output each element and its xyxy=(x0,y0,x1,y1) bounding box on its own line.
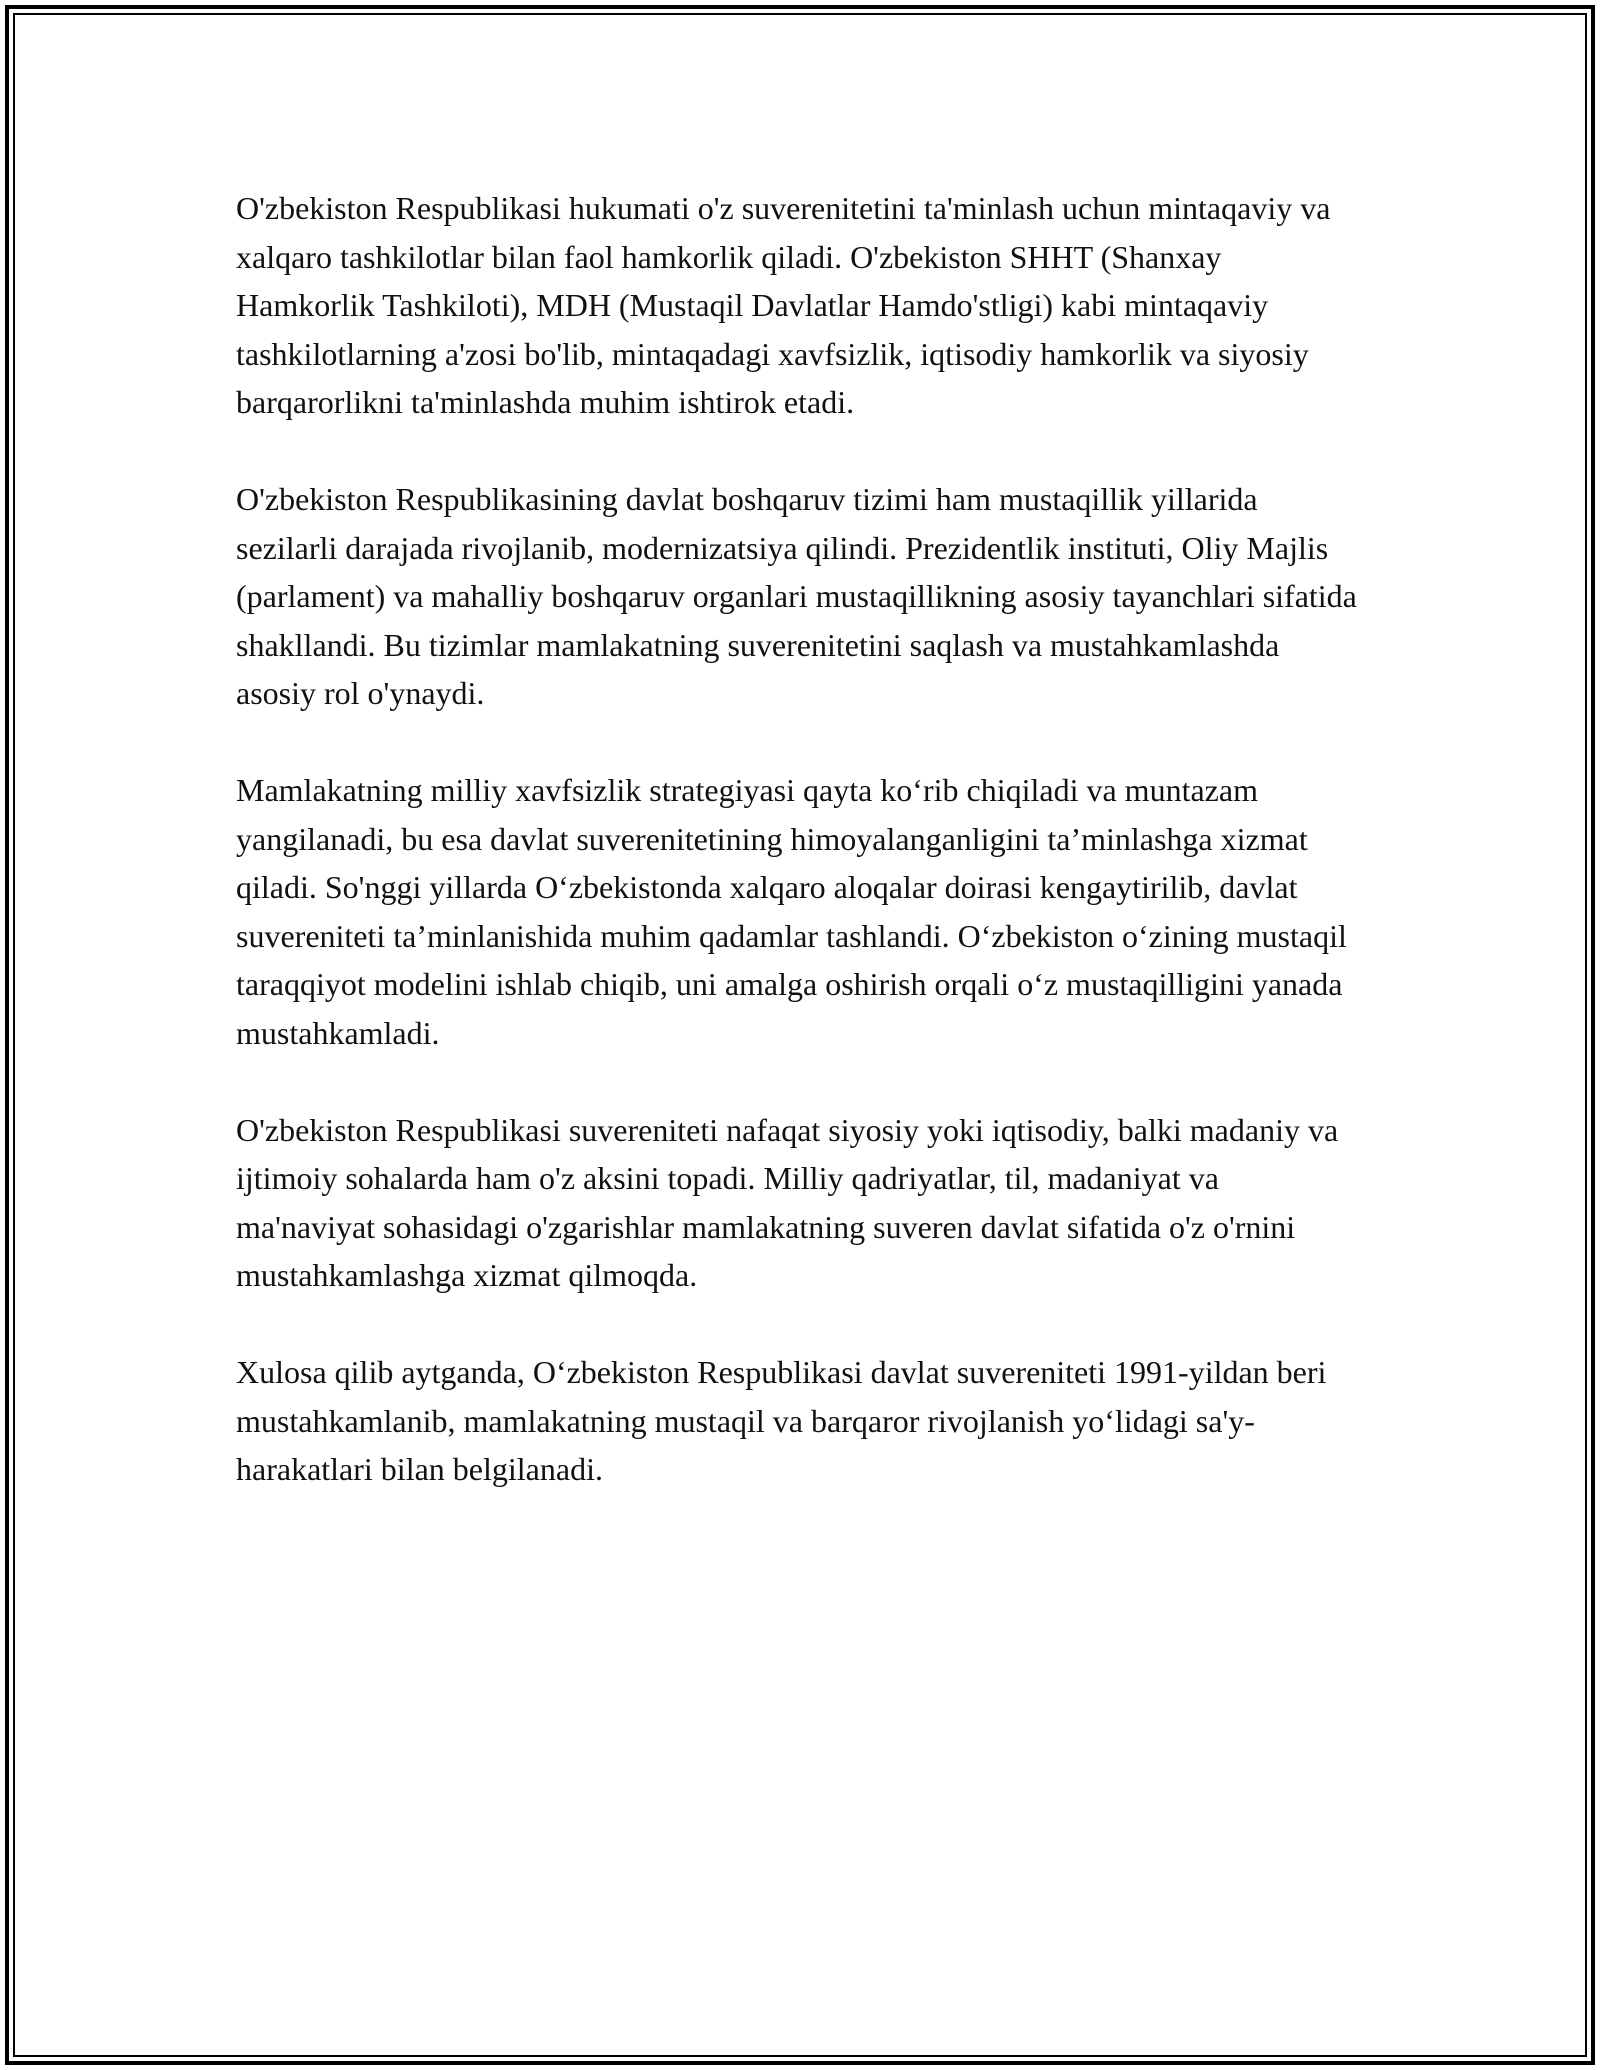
paragraph-5: Xulosa qilib aytganda, Oʻzbekiston Respublikasi davlat suvereniteti 1991-yildan beri mustahkamlanib, mamlakatning mustaqil va barqaror rivojlanish yoʻlidagi sa'y-harakatlari bilan belgilanadi. xyxy=(236,1354,1327,1487)
paragraph-1: O'zbekiston Respublikasi hukumati o'z suverenitetini ta'minlash uchun mintaqaviy va xalqaro tashkilotlar bilan faol hamkorlik qiladi. O'zbekiston SHHT (Shanxay Hamkorlik Tashkiloti), MDH (Mustaqil Davlatlar Hamdo'stligi) kabi mintaqaviy tashkilotlarning a'zosi bo'lib, mintaqadagi xavfsizlik, iqtisodiy hamkorlik va siyosiy barqarorlikni ta'minlashda muhim ishtirok etadi. xyxy=(236,190,1331,420)
paragraph-2: O'zbekiston Respublikasining davlat boshqaruv tizimi ham mustaqillik yillarida sezilarli darajada rivojlanib, modernizatsiya qilindi. Prezidentlik instituti, Oliy Majlis (parlament) va mahalliy boshqaruv organlari mustaqillikning asosiy tayanchlari sifatida shakllandi. Bu tizimlar mamlakatning suverenitetini saqlash va mustahkamlashda asosiy rol o'ynaydi. xyxy=(236,481,1357,711)
paragraph-3: Mamlakatning milliy xavfsizlik strategiyasi qayta koʻrib chiqiladi va muntazam yangilanadi, bu esa davlat suverenitetining himoyalanganligini ta’minlashga xizmat qiladi. So'nggi yillarda Oʻzbekistonda xalqaro aloqalar doirasi kengaytirilib, davlat suvereniteti ta’minlanishida muhim qadamlar tashlandi. Oʻzbekiston oʻzining mustaqil taraqqiyot modelini ishlab chiqib, uni amalga oshirish orqali oʻz mustaqilligini yanada mustahkamladi. xyxy=(236,772,1347,1051)
paragraph-4: O'zbekiston Respublikasi suvereniteti nafaqat siyosiy yoki iqtisodiy, balki madaniy va ijtimoiy sohalarda ham o'z aksini topadi. Milliy qadriyatlar, til, madaniyat va ma'naviyat sohasidagi o'zgarishlar mamlakatning suveren davlat sifatida o'z o'rnini mustahkamlashga xizmat qilmoqda. xyxy=(236,1111,1339,1293)
document-body xyxy=(236,184,1361,1542)
